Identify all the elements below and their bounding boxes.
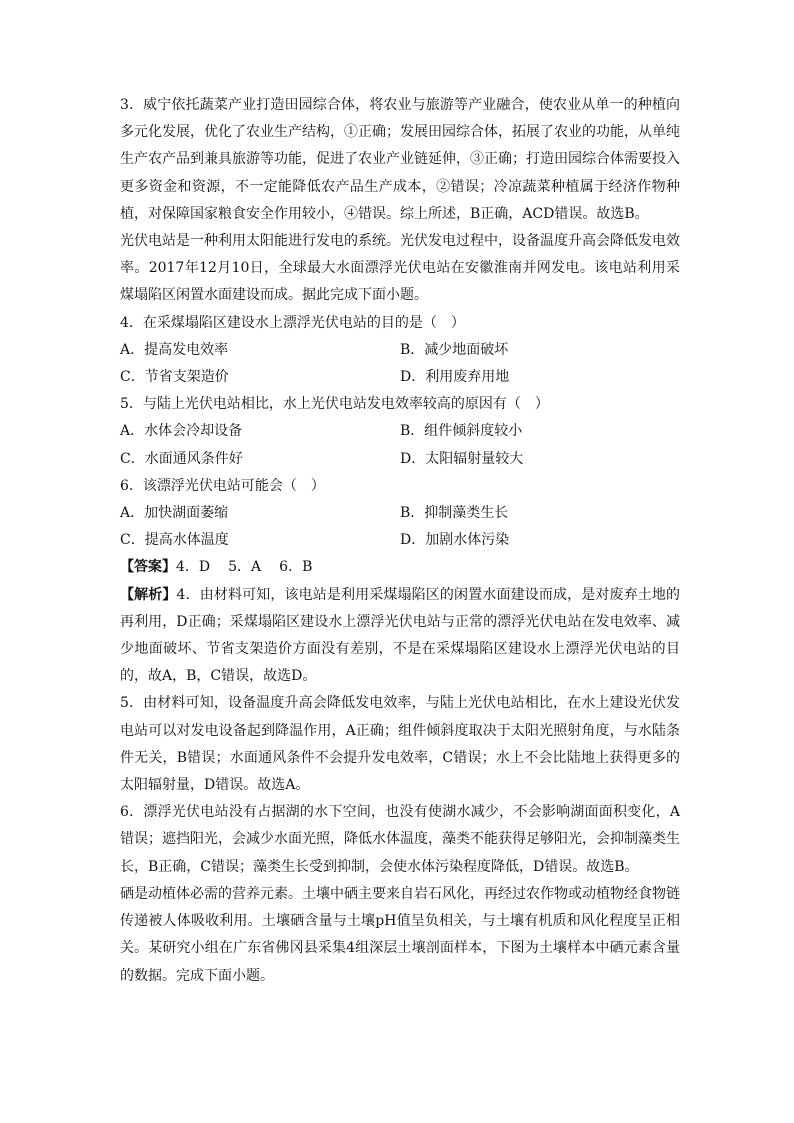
answer-4: 4．D	[176, 559, 211, 576]
analysis-4-text: 4．由材料可知，该电站是利用采煤塌陷区的闲置水面建设而成，是对废弃土地的再利用，D正确；采煤塌陷区建设水上漂浮光伏电站与正常的漂浮光伏电站在发电效率、减少地面破坏、节省支架造价方面没有差别，不是在采煤塌陷区建设水上漂浮光伏电站的目的，故A，B，C错误，故选D。	[120, 586, 681, 685]
question-5-option-c: C．水面通风条件好	[120, 450, 243, 467]
question-4-option-b: B．减少地面破坏	[400, 341, 509, 358]
question-4-option-d: D．利用废弃用地	[400, 369, 510, 386]
answer-6: 6．B	[279, 559, 313, 576]
answer-section	[120, 554, 680, 581]
answer-label: 【答案】	[120, 559, 176, 576]
question-6-option-b: B．抑制藻类生长	[400, 505, 509, 522]
answer-5: 5．A	[228, 559, 262, 576]
question-4-options	[120, 337, 680, 391]
question-5-option-d: D．太阳辐射量较大	[400, 450, 524, 467]
question-5-options	[120, 418, 680, 472]
question-6-option-c: C．提高水体温度	[120, 532, 229, 549]
analysis-5: 5．由材料可知，设备温度升高会降低发电效率，与陆上光伏电站相比，在水上建设光伏发电站可以对发电设备起到降温作用，A正确；组件倾斜度取决于太阳光照射角度，与水陆条件无关，B错误；水面通风条件不会提升发电效率，C错误；水上不会比陆地上获得更多的太阳辐射量，D错误。故选A。	[120, 695, 680, 794]
question-6-option-d: D．加剧水体污染	[400, 532, 510, 549]
analysis-label: 【解析】	[120, 586, 177, 603]
question-4-stem: 4．在采煤塌陷区建设水上漂浮光伏电站的目的是（ ）	[120, 314, 465, 331]
material-photovoltaic: 光伏电站是一种利用太阳能进行发电的系统。光伏发电过程中，设备温度升高会降低发电效率。2017年12月10日，全球最大水面漂浮光伏电站在安徽淮南并网发电。该电站利用采煤塌陷区闲置水面建设而成。据此完成下面小题。	[120, 233, 680, 304]
question-6-options	[120, 500, 680, 554]
question-5-option-a: A．水体会冷却设备	[120, 423, 243, 440]
material-selenium: 硒是动植体必需的营养元素。土壤中硒主要来自岩石风化，再经过农作物或动植物经食物链传递被人体吸收利用。土壤硒含量与土壤pH值呈负相关，与土壤有机质和风化程度呈正相关。某研究小组在广东省佛冈县采集4组深层土壤剖面样本，下图为土壤样本中硒元素含量的数据。完成下面小题。	[120, 885, 680, 984]
analysis-6: 6．漂浮光伏电站没有占据湖的水下空间，也没有使湖水减少，不会影响湖面面积变化，A错误；遮挡阳光，会减少水面光照，降低水体温度，藻类不能获得足够阳光，会抑制藻类生长，B正确，C错误；藻类生长受到抑制，会使水体污染程度降低，D错误。故选B。	[120, 804, 680, 875]
question-5-option-b: B．组件倾斜度较小	[400, 423, 523, 440]
question-4-option-a: A．提高发电效率	[120, 341, 229, 358]
document-page	[120, 92, 680, 990]
question-5-stem: 5．与陆上光伏电站相比，水上光伏电站发电效率较高的原因有（ ）	[120, 396, 549, 413]
question-6-option-a: A．加快湖面萎缩	[120, 505, 229, 522]
analysis-4	[120, 582, 680, 691]
q3-explanation: 3．威宁依托蔬菜产业打造田园综合体，将农业与旅游等产业融合，使农业从单一的种植向多元化发展，优化了农业生产结构，①正确；发展田园综合体，拓展了农业的功能，从单纯生产农产品到兼具旅游等功能，促进了农业产业链延伸，③正确；打造田园综合体需要投入更多资金和资源，不一定能降低农产品生产成本，②错误；冷凉蔬菜种植属于经济作物种植，对保障国家粮食安全作用较小，④错误。综上所述，B正确，ACD错误。故选B。	[120, 97, 680, 222]
question-4-option-c: C．节省支架造价	[120, 369, 229, 386]
question-6-stem: 6．该漂浮光伏电站可能会（ ）	[120, 477, 325, 494]
